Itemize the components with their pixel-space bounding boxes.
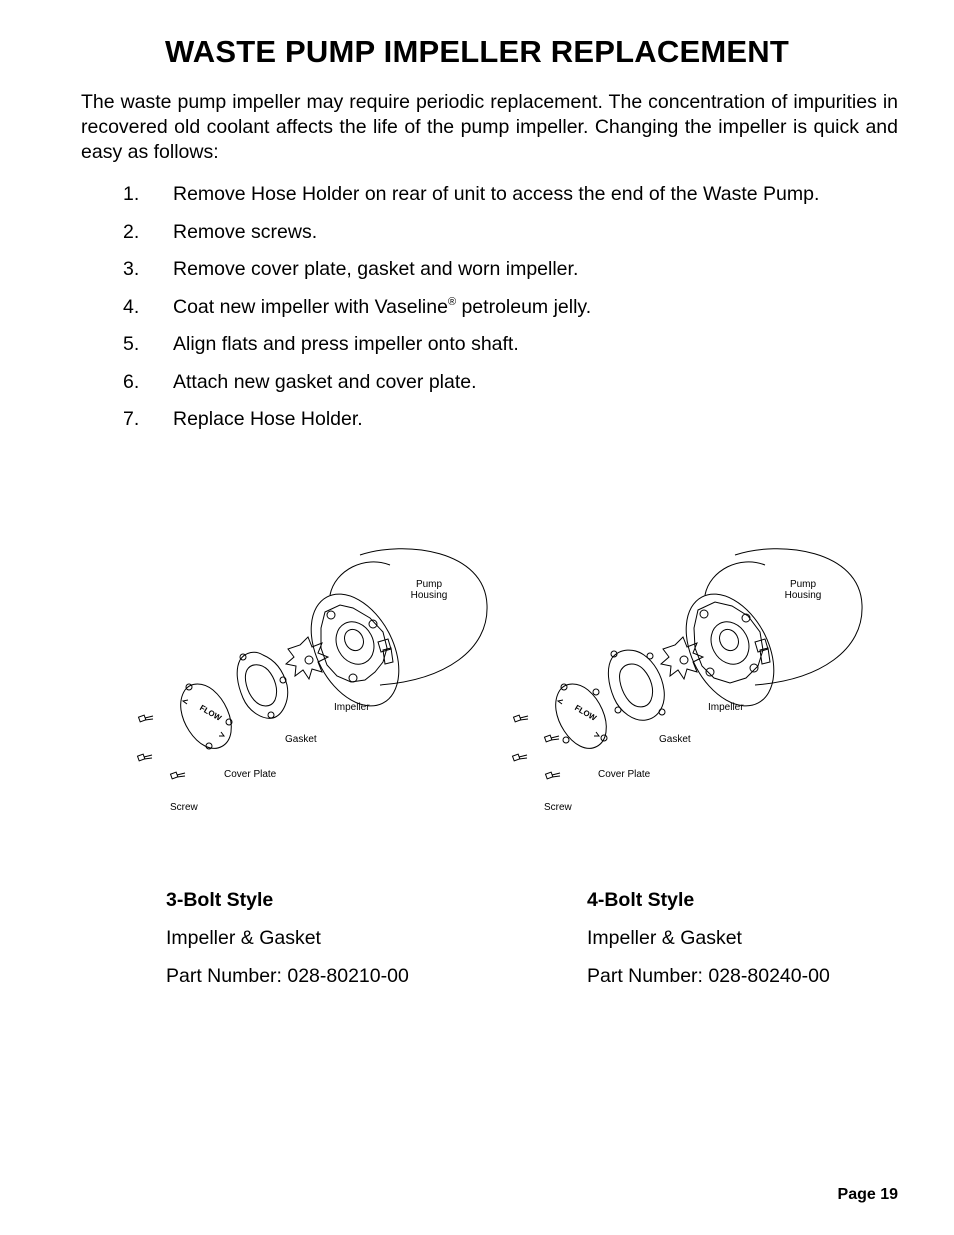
- three-bolt-diagram: [125, 520, 505, 820]
- pump-housing-icon: [668, 549, 862, 721]
- step-text-after: petroleum jelly.: [456, 295, 592, 318]
- page-title: WASTE PUMP IMPELLER REPLACEMENT: [165, 34, 789, 69]
- part-number: Part Number: 028-80240-00: [587, 965, 830, 987]
- three-bolt-part-info: [166, 886, 409, 1000]
- step-number: 2.: [123, 220, 140, 243]
- part-description: Impeller & Gasket: [587, 927, 742, 949]
- step-item: [123, 289, 913, 327]
- step-text: Replace Hose Holder.: [173, 408, 363, 431]
- gasket-icon: [608, 650, 665, 720]
- instruction-steps: [123, 176, 913, 439]
- gasket-label: Gasket: [659, 734, 691, 745]
- step-item: [123, 214, 913, 252]
- impeller-label: Impeller: [708, 702, 744, 713]
- cover-plate-label: Cover Plate: [598, 769, 651, 780]
- step-number: 5.: [123, 333, 140, 356]
- gasket-label: Gasket: [285, 734, 317, 745]
- step-number: 4.: [123, 295, 140, 318]
- step-text: Remove cover plate, gasket and worn impeller.: [173, 258, 579, 281]
- screw-icon: [545, 772, 560, 779]
- step-item: [123, 364, 913, 402]
- pump-housing-label: Pump: [789, 579, 817, 590]
- step-text: Align flats and press impeller onto shaft.: [173, 333, 519, 356]
- step-number: 6.: [123, 370, 140, 393]
- impeller-icon: [286, 637, 328, 679]
- step-item: [123, 401, 913, 439]
- screw-icon: [512, 754, 527, 761]
- four-bolt-part-info: [587, 886, 830, 1000]
- screw-icon: [137, 754, 152, 761]
- part-style-heading: 3-Bolt Style: [166, 889, 274, 911]
- step-text: Remove screws.: [173, 220, 318, 243]
- cover-plate-icon: [556, 684, 607, 748]
- step-text: Remove Hose Holder on rear of unit to access the end of the Waste Pump.: [173, 183, 820, 206]
- gasket-icon: [237, 652, 288, 718]
- pump-housing-label: Housing: [784, 590, 822, 601]
- page-number: Page 19: [837, 1186, 898, 1203]
- pump-housing-label: Pump: [415, 579, 443, 590]
- cover-plate-icon: [181, 684, 232, 749]
- flow-label: FLOW: [573, 703, 598, 723]
- intro-paragraph: The waste pump impeller may require periodic replacement. The concentration of impurities in recovered old coolant affects the life of the pump impeller. Changing the impeller is quick and easy as follows:: [81, 91, 898, 163]
- screw-icon: [170, 772, 185, 779]
- pump-housing-icon: [293, 549, 487, 721]
- step-number: 3.: [123, 258, 140, 281]
- screw-label: Screw: [170, 802, 198, 813]
- flow-label: FLOW: [198, 703, 223, 723]
- four-bolt-diagram: [500, 520, 880, 820]
- step-number: 7.: [123, 408, 140, 431]
- screw-icon: [138, 715, 153, 722]
- screw-label: Screw: [544, 802, 572, 813]
- step-text: [173, 296, 591, 319]
- step-item: [123, 251, 913, 289]
- screw-icon: [544, 735, 559, 742]
- impeller-icon: [661, 637, 703, 679]
- screw-icon: [513, 715, 528, 722]
- pump-housing-label: Housing: [410, 590, 448, 601]
- impeller-label: Impeller: [334, 702, 370, 713]
- step-text: Attach new gasket and cover plate.: [173, 370, 477, 393]
- registered-mark: ®: [447, 295, 457, 308]
- part-number: Part Number: 028-80210-00: [166, 965, 409, 987]
- cover-plate-label: Cover Plate: [224, 769, 277, 780]
- part-style-heading: 4-Bolt Style: [587, 889, 695, 911]
- part-description: Impeller & Gasket: [166, 927, 321, 949]
- step-number: 1.: [123, 183, 140, 206]
- step-item: [123, 176, 913, 214]
- step-item: [123, 326, 913, 364]
- step-text-before: Coat new impeller with Vaseline: [173, 295, 448, 318]
